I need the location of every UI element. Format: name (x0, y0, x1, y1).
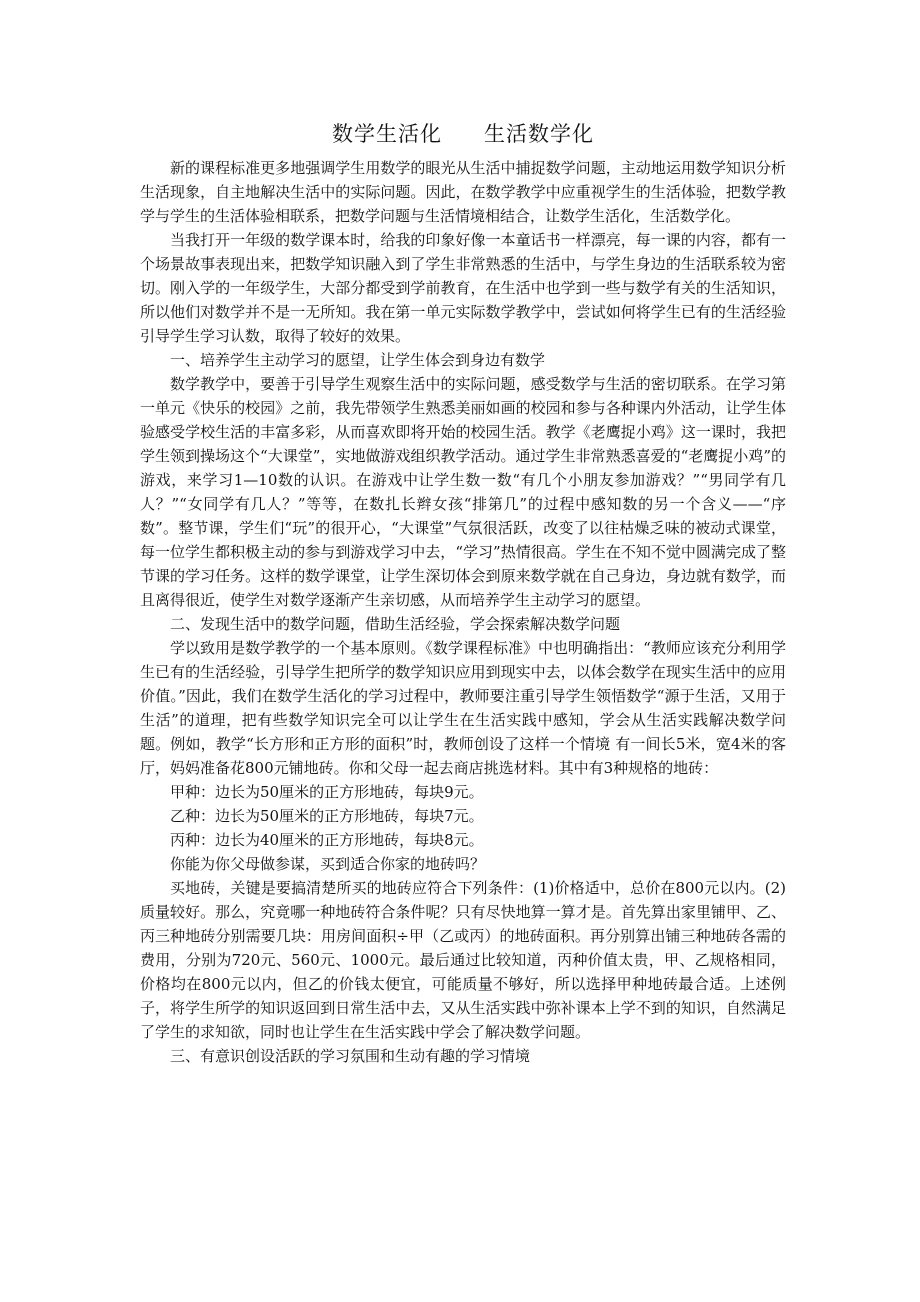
paragraph-solution: 买地砖，关键是要搞清楚所买的地砖应符合下列条件：(1)价格适中，总价在800元以内。(2)质量较好。那么，究竟哪一种地砖符合条件呢？只有尽快地算一算才是。首先算出家里铺甲、乙、丙三种地砖分别需要几块：用房间面积÷甲（乙或丙）的地砖面积。再分别算出铺三种地砖各需的费用，分别为720元、560元、1000元。最后通过比较知道，丙种价值太贵，甲、乙规格相同，价格均在800元以内，但乙的价钱太便宜，可能质量不够好，所以选择甲种地砖最合适。上述例子，将学生所学的知识返回到日常生活中去，又从生活实践中弥补课本上学不到的知识，自然满足了学生的求知欲，同时也让学生在生活实践中学会了解决数学问题。 (140, 879, 786, 1041)
tile-option-c: 丙种：边长为40厘米的正方形地砖，每块8元。 (170, 831, 484, 849)
document-title (140, 120, 786, 148)
document-page (140, 120, 786, 1068)
section-heading-2: 二、发现生活中的数学问题，借助生活经验，学会探索解决数学问题 (170, 615, 621, 633)
paragraph-section-1: 数学教学中，要善于引导学生观察生活中的实际问题，感受数学与生活的密切联系。在学习第一单元《快乐的校园》之前，我先带领学生熟悉美丽如画的校园和参与各种课内外活动，让学生体验感受学校生活的丰富多彩，从而喜欢即将开始的校园生活。教学《老鹰捉小鸡》这一课时，我把学生领到操场这个“大课堂”，实地做游戏组织教学活动。通过学生非常熟悉喜爱的“老鹰捉小鸡”的游戏，来学习1—10数的认识。在游戏中让学生数一数“有几个小朋友参加游戏？”“男同学有几人？”“女同学有几人？”等等，在数扎长辫女孩“排第几”的过程中感知数的另一个含义——“序数”。整节课，学生们“玩”的很开心，“大课堂”气氛很活跃，改变了以往枯燥乏味的被动式课堂，每一位学生都积极主动的参与到游戏学习中去，“学习”热情很高。学生在不知不觉中圆满完成了整节课的学习任务。这样的数学课堂，让学生深切体会到原来数学就在自己身边，身边就有数学，而且离得很近，使学生对数学逐渐产生亲切感，从而培养学生主动学习的愿望。 (140, 375, 786, 609)
tile-option-a: 甲种：边长为50厘米的正方形地砖，每块9元。 (170, 783, 484, 801)
paragraph-section-2: 学以致用是数学教学的一个基本原则。《数学课程标准》中也明确指出：“教师应该充分利用学生已有的生活经验，引导学生把所学的数学知识应用到现实中去，以体会数学在现实生活中的应用价值。”因此，我们在数学生活化的学习过程中，教师要注重引导学生领悟数学“源于生活，又用于生活”的道理，把有些数学知识完全可以让学生在生活实践中感知，学会从生活实践解决数学问题。例如，教学“长方形和正方形的面积”时，教师创设了这样一个情境 有一间长5米，宽4米的客厅，妈妈准备花800元铺地砖。你和父母一起去商店挑选材料。其中有3种规格的地砖： (140, 639, 786, 777)
paragraph-textbook: 当我打开一年级的数学课本时，给我的印象好像一本童话书一样漂亮，每一课的内容，都有一个场景故事表现出来，把数学知识融入到了学生非常熟悉的生活中，与学生身边的生活联系较为密切。刚入学的一年级学生，大部分都受到学前教育，在生活中也学到一些与数学有关的生活知识，所以他们对数学并不是一无所知。我在第一单元实际数学教学中，尝试如何将学生已有的生活经验引导学生学习认数，取得了较好的效果。 (140, 231, 786, 345)
title-part-1: 数学生活化 (332, 122, 442, 146)
paragraph-intro: 新的课程标准更多地强调学生用数学的眼光从生活中捕捉数学问题，主动地运用数学知识分析生活现象，自主地解决生活中的实际问题。因此，在数学教学中应重视学生的生活体验，把数学教学与学生的生活体验相联系，把数学问题与生活情境相结合，让数学生活化，生活数学化。 (140, 159, 786, 225)
section-heading-3: 三、有意识创设活跃的学习氛围和生动有趣的学习情境 (170, 1047, 531, 1065)
tile-option-b: 乙种：边长为50厘米的正方形地砖，每块7元。 (170, 807, 484, 825)
question-line: 你能为你父母做参谋，买到适合你家的地砖吗？ (170, 855, 486, 873)
title-part-2: 生活数学化 (484, 122, 594, 146)
section-heading-1: 一、培养学生主动学习的愿望，让学生体会到身边有数学 (170, 351, 546, 369)
